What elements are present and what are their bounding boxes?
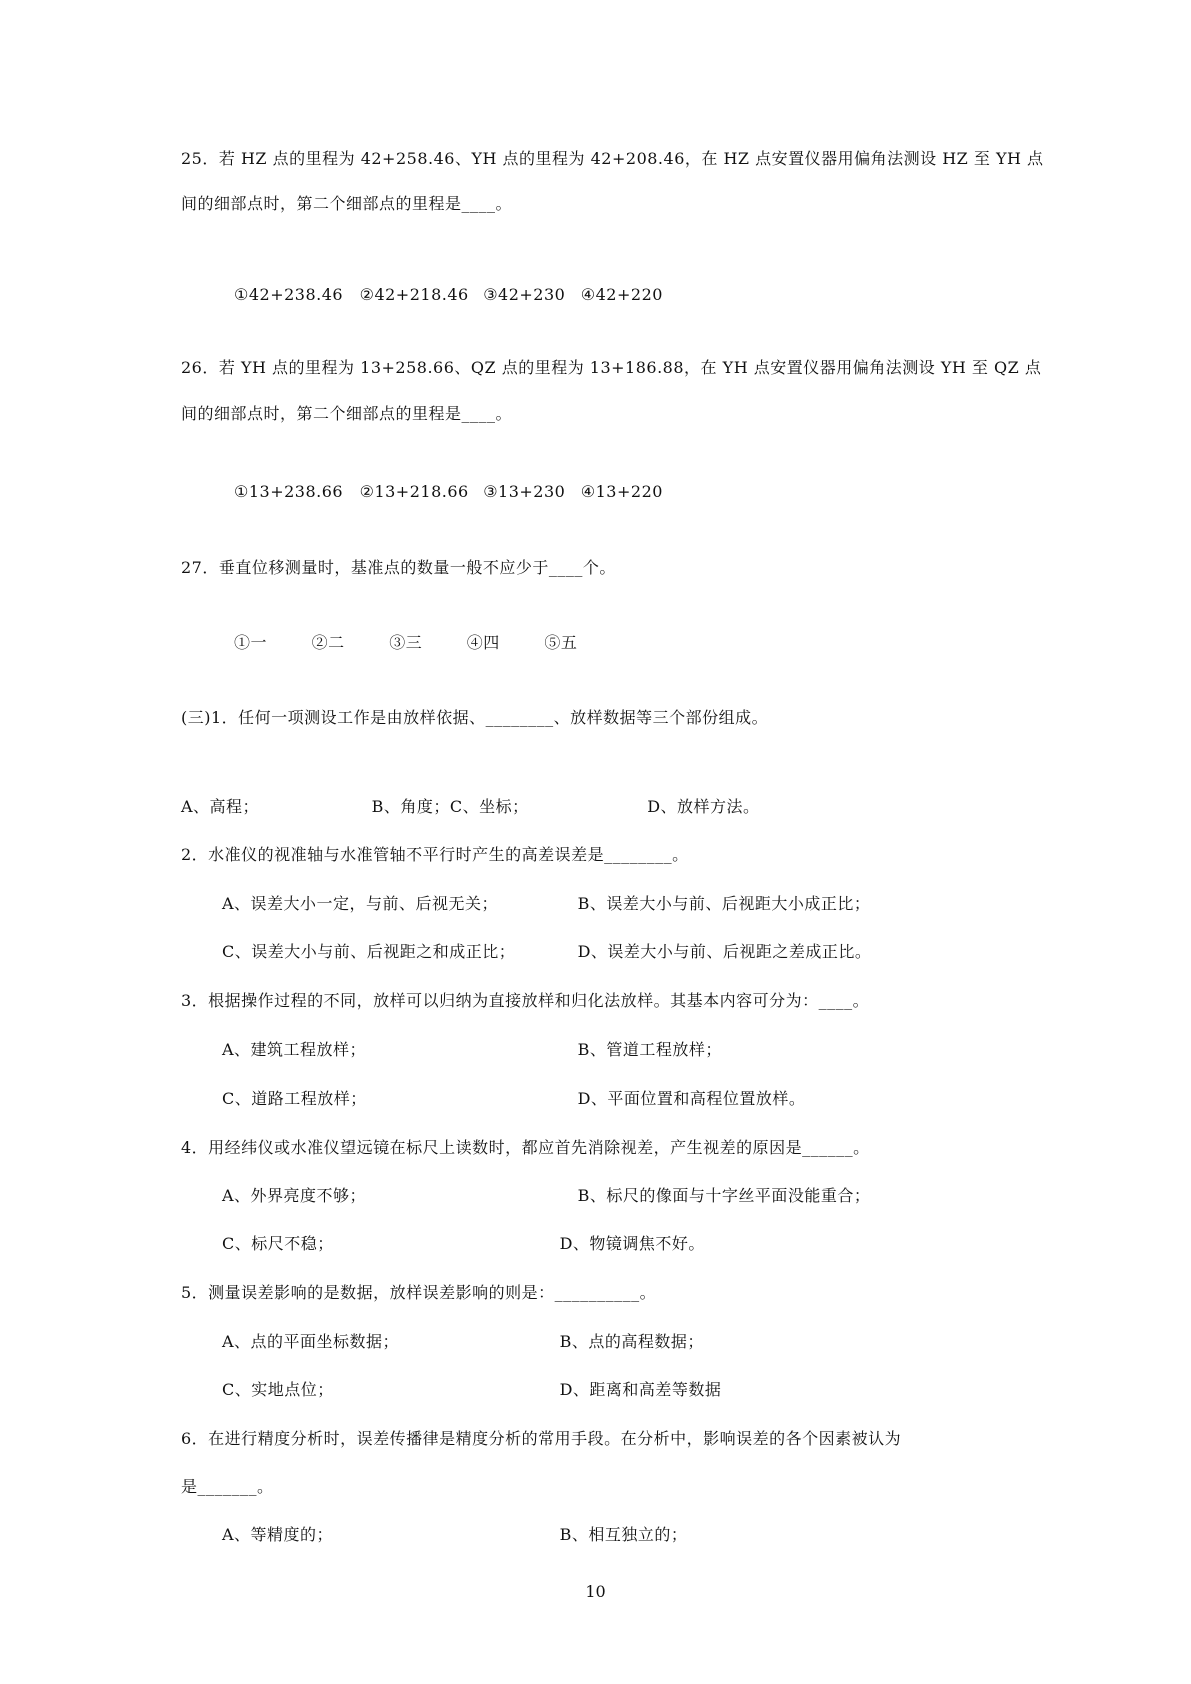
s3-q4-options-row1 [222, 1185, 870, 1207]
q25-line1: 25．若 HZ 点的里程为 42+258.46、YH 点的里程为 42+208.46，在 HZ 点安置仪器用偏角法测设 HZ 至 YH 点 [181, 149, 1044, 168]
s3-q3-options-row2 [222, 1088, 805, 1110]
s3-q6-line2: 是_______。 [181, 1477, 274, 1496]
s3-q3-option-d: D、平面位置和高程位置放样。 [577, 1089, 806, 1108]
q27-option-3: ③三 [389, 633, 423, 652]
s3-q2-option-b: B、误差大小与前、后视距大小成正比； [577, 894, 871, 913]
q25-options [234, 284, 663, 306]
s3-q4-option-b: B、标尺的像面与十字丝平面没能重合； [577, 1186, 871, 1205]
s3-q2-option-a: A、误差大小一定，与前、后视无关； [222, 894, 499, 913]
s3-q6-option-b: B、相互独立的； [559, 1525, 688, 1544]
q26-line1: 26．若 YH 点的里程为 13+258.66、QZ 点的里程为 13+186.88，在 YH 点安置仪器用偏角法测设 YH 至 QZ 点 [181, 358, 1042, 377]
q25-option-3: ③42+230 [483, 285, 566, 304]
s3-q6-option-a: A、等精度的； [222, 1525, 334, 1544]
s3-q1-option-bc: B、角度；C、坐标； [371, 797, 529, 816]
s3-q2-option-c: C、误差大小与前、后视距之和成正比； [222, 942, 516, 961]
q27-option-4: ④四 [466, 633, 500, 652]
s3-q5-option-c: C、实地点位； [222, 1380, 334, 1399]
q27-option-5: ⑤五 [544, 633, 578, 652]
s3-q4-option-a: A、外界亮度不够； [222, 1186, 367, 1205]
s3-q2-line: 2．水准仪的视准轴与水准管轴不平行时产生的高差误差是________。 [181, 845, 689, 864]
q25-option-4: ④42+220 [580, 285, 663, 304]
q25-option-2: ②42+218.46 [359, 285, 469, 304]
s3-q2-option-d: D、误差大小与前、后视距之差成正比。 [577, 942, 872, 961]
s3-q6-line1: 6．在进行精度分析时，误差传播律是精度分析的常用手段。在分析中，影响误差的各个因素被认为 [181, 1429, 902, 1448]
s3-q6-options-row1 [222, 1524, 687, 1546]
s3-q3-option-a: A、建筑工程放样； [222, 1040, 367, 1059]
s3-q5-option-d: D、距离和高差等数据 [559, 1380, 722, 1399]
q25-option-1: ①42+238.46 [234, 285, 344, 304]
q27-line: 27．垂直位移测量时，基准点的数量一般不应少于____个。 [181, 558, 616, 577]
s3-q3-options-row1 [222, 1039, 722, 1061]
s3-q5-line: 5．测量误差影响的是数据，放样误差影响的则是：__________。 [181, 1283, 657, 1302]
s3-q1-options [181, 796, 760, 818]
q26-option-4: ④13+220 [580, 482, 663, 501]
s3-q5-options-row2 [222, 1379, 721, 1401]
q26-option-2: ②13+218.66 [359, 482, 469, 501]
s3-q4-option-d: D、物镜调焦不好。 [559, 1234, 705, 1253]
page-number: 10 [585, 1582, 606, 1601]
q27-option-2: ②二 [311, 633, 345, 652]
q25-line2: 间的细部点时，第二个细部点的里程是____。 [181, 194, 513, 213]
q26-option-1: ①13+238.66 [234, 482, 344, 501]
s3-q1-line: (三)1．任何一项测设工作是由放样依据、________、放样数据等三个部份组成。 [181, 708, 769, 727]
s3-q5-option-a: A、点的平面坐标数据； [222, 1332, 400, 1351]
q27-options [234, 632, 577, 654]
s3-q3-line: 3．根据操作过程的不同，放样可以归纳为直接放样和归化法放样。其基本内容可分为：____。 [181, 991, 870, 1010]
q26-option-3: ③13+230 [483, 482, 566, 501]
q27-option-1: ①一 [234, 633, 268, 652]
q26-line2: 间的细部点时，第二个细部点的里程是____。 [181, 404, 513, 423]
s3-q2-options-row1 [222, 893, 870, 915]
s3-q4-line: 4．用经纬仪或水准仪望远镜在标尺上读数时，都应首先消除视差，产生视差的原因是______。 [181, 1138, 870, 1157]
s3-q5-option-b: B、点的高程数据； [559, 1332, 704, 1351]
s3-q5-options-row1 [222, 1331, 704, 1353]
s3-q2-options-row2 [222, 941, 871, 963]
s3-q1-option-d: D、放样方法。 [647, 797, 760, 816]
q26-options [234, 481, 663, 503]
s3-q3-option-c: C、道路工程放样； [222, 1089, 367, 1108]
s3-q4-options-row2 [222, 1233, 705, 1255]
s3-q1-option-a: A、高程； [181, 797, 260, 816]
s3-q4-option-c: C、标尺不稳； [222, 1234, 334, 1253]
s3-q3-option-b: B、管道工程放样； [577, 1040, 722, 1059]
